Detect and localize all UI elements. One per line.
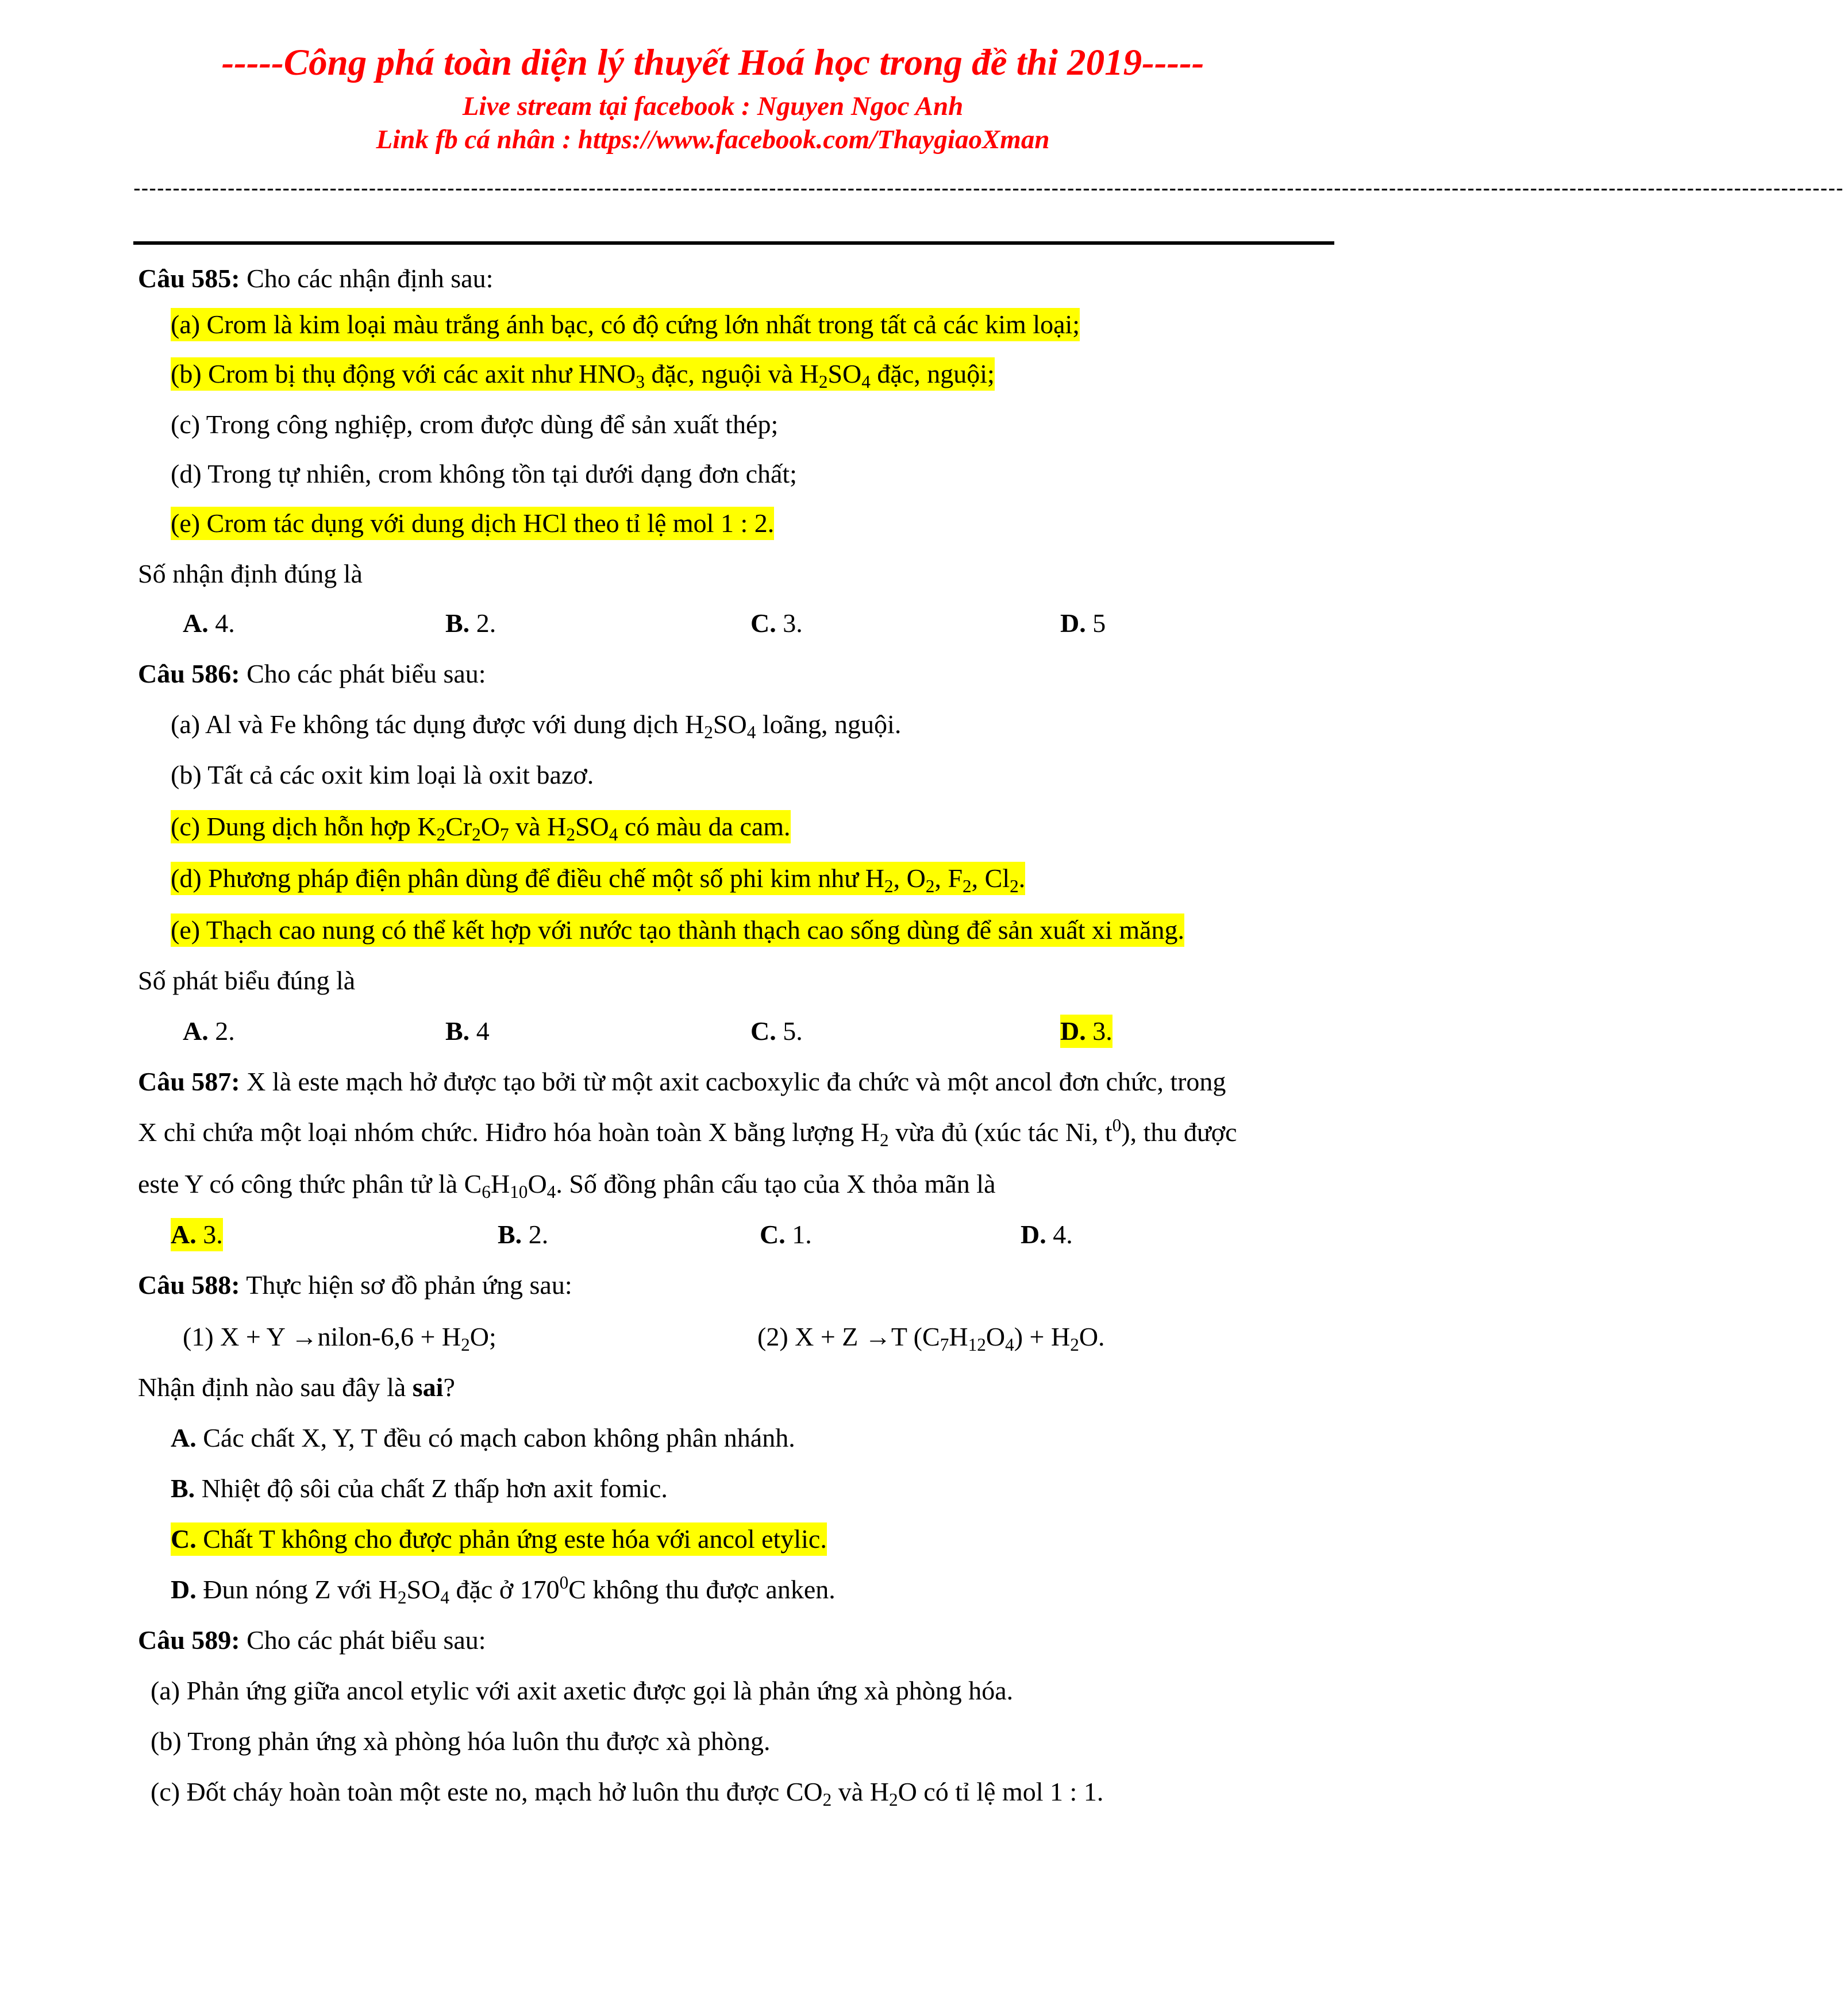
page-title: -----Công phá toàn diện lý thuyết Hoá học trong đề thi 2019----- (221, 42, 1204, 83)
q587-line-2: X chỉ chứa một loại nhóm chức. Hiđro hóa hoàn toàn X bằng lượng $H_2$ vừa đủ (xúc tác Ni, $t^0$), thu được (138, 1115, 1237, 1150)
q586-statement-d: (d) Phương pháp điện phân dùng để điều chế một số phi kim như $H_2$, $O_2$, $F_2$, $Cl_2$. (171, 862, 1025, 895)
q586-statement-b: (b) Tất cả các oxit kim loại là oxit bazơ. (171, 760, 594, 789)
q585-statement-a: (a) Crom là kim loại màu trắng ánh bạc, có độ cứng lớn nhất trong tất cả các kim loại; (171, 308, 1080, 341)
question-587-stem: Câu 587: X là este mạch hở được tạo bởi từ một axit cacboxylic đa chức và một ancol đơn chức, trong (138, 1067, 1226, 1096)
q585-statement-d: (d) Trong tự nhiên, crom không tồn tại dưới dạng đơn chất; (171, 459, 797, 488)
q585-statement-c: (c) Trong công nghiệp, crom được dùng để sản xuất thép; (171, 410, 779, 439)
q586-option-d[interactable]: D. 3. (1060, 1015, 1112, 1048)
q587-option-a[interactable]: A. 3. (171, 1218, 223, 1251)
question-586-stem: Câu 586: Cho các phát biểu sau: (138, 659, 486, 688)
q587-option-c[interactable]: C. 1. (760, 1220, 812, 1249)
q585-question: Số nhận định đúng là (138, 559, 363, 588)
q587-option-d[interactable]: D. 4. (1021, 1220, 1073, 1249)
q588-option-a[interactable]: A. Các chất X, Y, T đều có mạch cabon không phân nhánh. (171, 1423, 795, 1452)
q588-option-c[interactable]: C. Chất T không cho được phản ứng este hóa với ancol etylic. (171, 1522, 827, 1556)
q587-option-b[interactable]: B. 2. (498, 1220, 549, 1249)
dashed-separator: -------------------------------------------------------------------------------------------------------------------------------------------------------------------------------------------------------------------------- (133, 176, 1844, 201)
q585-option-d[interactable]: D. 5 (1060, 608, 1106, 638)
q586-option-c[interactable]: C. 5. (750, 1016, 803, 1046)
q588-option-d[interactable]: D. Đun nóng Z với $H_2SO_4$ đặc ở $170^0C$ không thu được anken. (171, 1572, 836, 1608)
arrow-icon: → (291, 1322, 318, 1351)
q588-question: Nhận định nào sau đây là sai? (138, 1373, 455, 1402)
q586-question: Số phát biểu đúng là (138, 966, 356, 995)
q589-statement-a: (a) Phản ứng giữa ancol etylic với axit axetic được gọi là phản ứng xà phòng hóa. (151, 1676, 1014, 1705)
q588-reaction-2: (2) X + Z →T $(C_7H_{12}O_4) + H_2O$. (757, 1322, 1105, 1355)
q585-statement-e: (e) Crom tác dụng với dung dịch HCl theo tỉ lệ mol 1 : 2. (171, 507, 774, 540)
q585-option-b[interactable]: B. 2. (445, 608, 496, 638)
q589-statement-c: (c) Đốt cháy hoàn toàn một este no, mạch hở luôn thu được $CO_2$ và $H_2O$ có tỉ lệ mol 1 : 1. (151, 1777, 1104, 1810)
facebook-link[interactable]: Link fb cá nhân : https://www.facebook.com/ThaygiaoXman (376, 125, 1050, 155)
q586-statement-e: (e) Thạch cao nung có thể kết hợp với nước tạo thành thạch cao sống dùng để sản xuất xi măng. (171, 913, 1184, 947)
q585-option-c[interactable]: C. 3. (750, 608, 803, 638)
q585-statement-b: (b) Crom bị thụ động với các axit như $HNO_3$ đặc, nguội và $H_2SO_4$ đặc, nguội; (171, 357, 995, 391)
livestream-line: Live stream tại facebook : Nguyen Ngoc Anh (462, 91, 964, 121)
question-589-stem: Câu 589: Cho các phát biểu sau: (138, 1625, 486, 1655)
q587-line-3: este Y có công thức phân tử là $C_6H_{10}O_4$. Số đồng phân cấu tạo của X thỏa mãn là (138, 1169, 996, 1202)
q588-option-b[interactable]: B. Nhiệt độ sôi của chất Z thấp hơn axit fomic. (171, 1474, 668, 1503)
question-588-stem: Câu 588: Thực hiện sơ đồ phản ứng sau: (138, 1270, 572, 1300)
q588-reaction-1: (1) X + Y →nilon-6,6 + $H_2O$; (183, 1322, 496, 1355)
question-585-stem: Câu 585: Cho các nhận định sau: (138, 264, 494, 293)
q585-option-a[interactable]: A. 4. (183, 608, 235, 638)
q589-statement-b: (b) Trong phản ứng xà phòng hóa luôn thu được xà phòng. (151, 1726, 771, 1756)
q586-statement-a: (a) Al và Fe không tác dụng được với dung dịch $H_2SO_4$ loãng, nguội. (171, 710, 902, 742)
q586-statement-c: (c) Dung dịch hỗn hợp $K_2Cr_2O_7$ và $H_2SO_4$ có màu da cam. (171, 810, 791, 843)
q586-option-a[interactable]: A. 2. (183, 1016, 235, 1046)
arrow-icon: → (864, 1322, 891, 1351)
horizontal-rule (133, 241, 1334, 245)
q586-option-b[interactable]: B. 4 (445, 1016, 490, 1046)
